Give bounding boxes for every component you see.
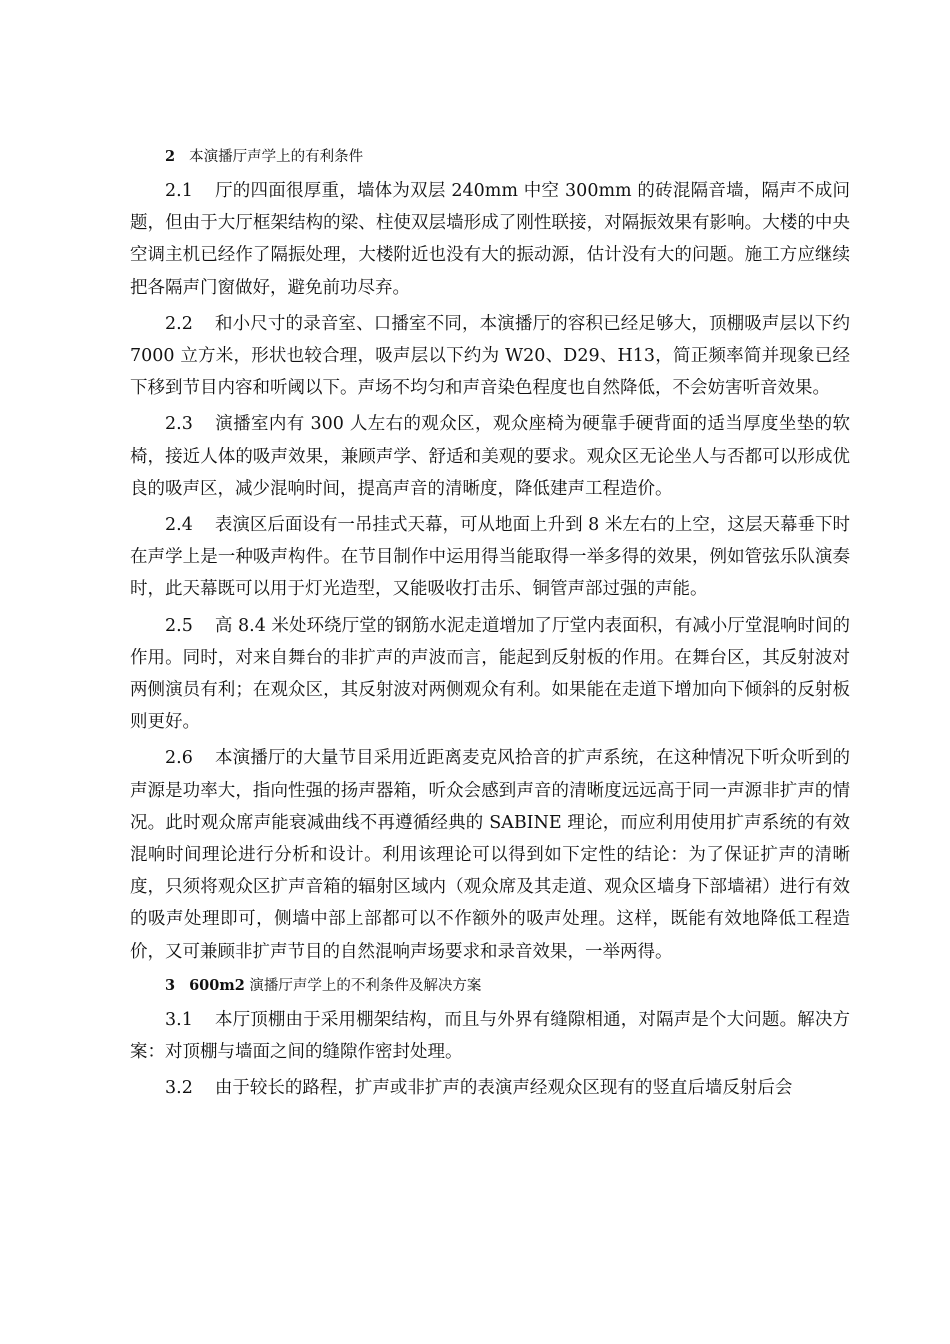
section-3-title-area: 600m2 [189, 976, 245, 994]
paragraph-text: 由于较长的路程，扩声或非扩声的表演声经观众区现有的竖直后墙反射后会 [214, 1078, 793, 1099]
document-body [130, 143, 850, 1108]
section-2-title: 本演播厅声学上的有利条件 [189, 149, 364, 165]
paragraph-number: 2.1 [165, 181, 193, 201]
section-2-number: 2 [165, 148, 176, 165]
paragraph-2-2 [130, 308, 850, 405]
paragraph-3-2 [130, 1072, 850, 1104]
section-3-number: 3 [165, 976, 176, 994]
paragraph-text: 本演播厅的大量节目采用近距离麦克风拾音的扩声系统，在这种情况下听众听到的声源是功率大，指向性强的扬声器箱，听众会感到声音的清晰度远远高于同一声源非扩声的情况。此时观众席声能衰减曲线不再遵循经典的 SABINE 理论，而应利用使用扩声系统的有效混响时间理论进行分析和设计。利用该理论可以得到如下定性的结论：为了保证扩声的清晰度，只须将观众区扩声音箱的辐射区域内（观众席及其走道、观众区墙身下部墙裙）进行有效的吸声处理即可，侧墙中部上部都可以不作额外的吸声处理。这样，既能有效地降低工程造价，又可兼顾非扩声节目的自然混响声场要求和录音效果，一举两得。 [130, 748, 850, 962]
paragraph-2-5 [130, 610, 850, 739]
paragraph-text: 厅的四面很厚重，墙体为双层 240mm 中空 300mm 的砖混隔音墙，隔声不成问题，但由于大厅框架结构的梁、柱使双层墙形成了刚性联接，对隔振效果有影响。大楼的中央空调主机已经作了隔振处理，大楼附近也没有大的振动源，估计没有大的问题。施工方应继续把各隔声门窗做好，避免前功尽弃。 [130, 181, 850, 298]
paragraph-text: 和小尺寸的录音室、口播室不同，本演播厅的容积已经足够大，顶棚吸声层以下约 7000 立方米，形状也较合理，吸声层以下约为 W20、D29、H13，简正频率简并现象已经下移到节目内容和听阈以下。声场不均匀和声音染色程度也自然降低，不会妨害听音效果。 [130, 313, 850, 399]
paragraph-number: 2.6 [165, 748, 193, 769]
paragraph-number: 3.2 [165, 1078, 193, 1099]
paragraph-3-1 [130, 1004, 850, 1068]
section-3-title: 演播厅声学上的不利条件及解决方案 [249, 977, 482, 994]
paragraph-number: 2.5 [165, 615, 193, 636]
paragraph-text: 表演区后面设有一吊挂式天幕，可从地面上升到 8 米左右的上空，这层天幕垂下时在声学上是一种吸声构件。在节目制作中运用得当能取得一举多得的效果，例如管弦乐队演奏时，此天幕既可以用于灯光造型，又能吸收打击乐、铜管声部过强的声能。 [130, 515, 850, 600]
section-2-heading [130, 143, 850, 171]
paragraph-number: 3.1 [165, 1009, 193, 1030]
paragraph-number: 2.3 [165, 414, 193, 435]
paragraph-text: 本厅顶棚由于采用棚架结构，而且与外界有缝隙相通，对隔声是个大问题。解决方案：对顶棚与墙面之间的缝隙作密封处理。 [130, 1009, 850, 1063]
paragraph-number: 2.4 [165, 515, 193, 536]
paragraph-text: 演播室内有 300 人左右的观众区，观众座椅为硬靠手硬背面的适当厚度坐垫的软椅，接近人体的吸声效果，兼顾声学、舒适和美观的要求。观众区无论坐人与否都可以形成优良的吸声区，减少混响时间，提高声音的清晰度，降低建声工程造价。 [130, 414, 850, 499]
paragraph-2-6 [130, 742, 850, 967]
section-3-heading [130, 972, 850, 1000]
paragraph-2-4 [130, 509, 850, 606]
paragraph-2-1 [130, 175, 850, 304]
paragraph-text: 高 8.4 米处环绕厅堂的钢筋水泥走道增加了厅堂内表面积，有减小厅堂混响时间的作用。同时，对来自舞台的非扩声的声波而言，能起到反射板的作用。在舞台区，其反射波对两侧演员有利；在观众区，其反射波对两侧观众有利。如果能在走道下增加向下倾斜的反射板则更好。 [130, 615, 850, 733]
paragraph-number: 2.2 [165, 313, 193, 334]
paragraph-2-3 [130, 408, 850, 505]
